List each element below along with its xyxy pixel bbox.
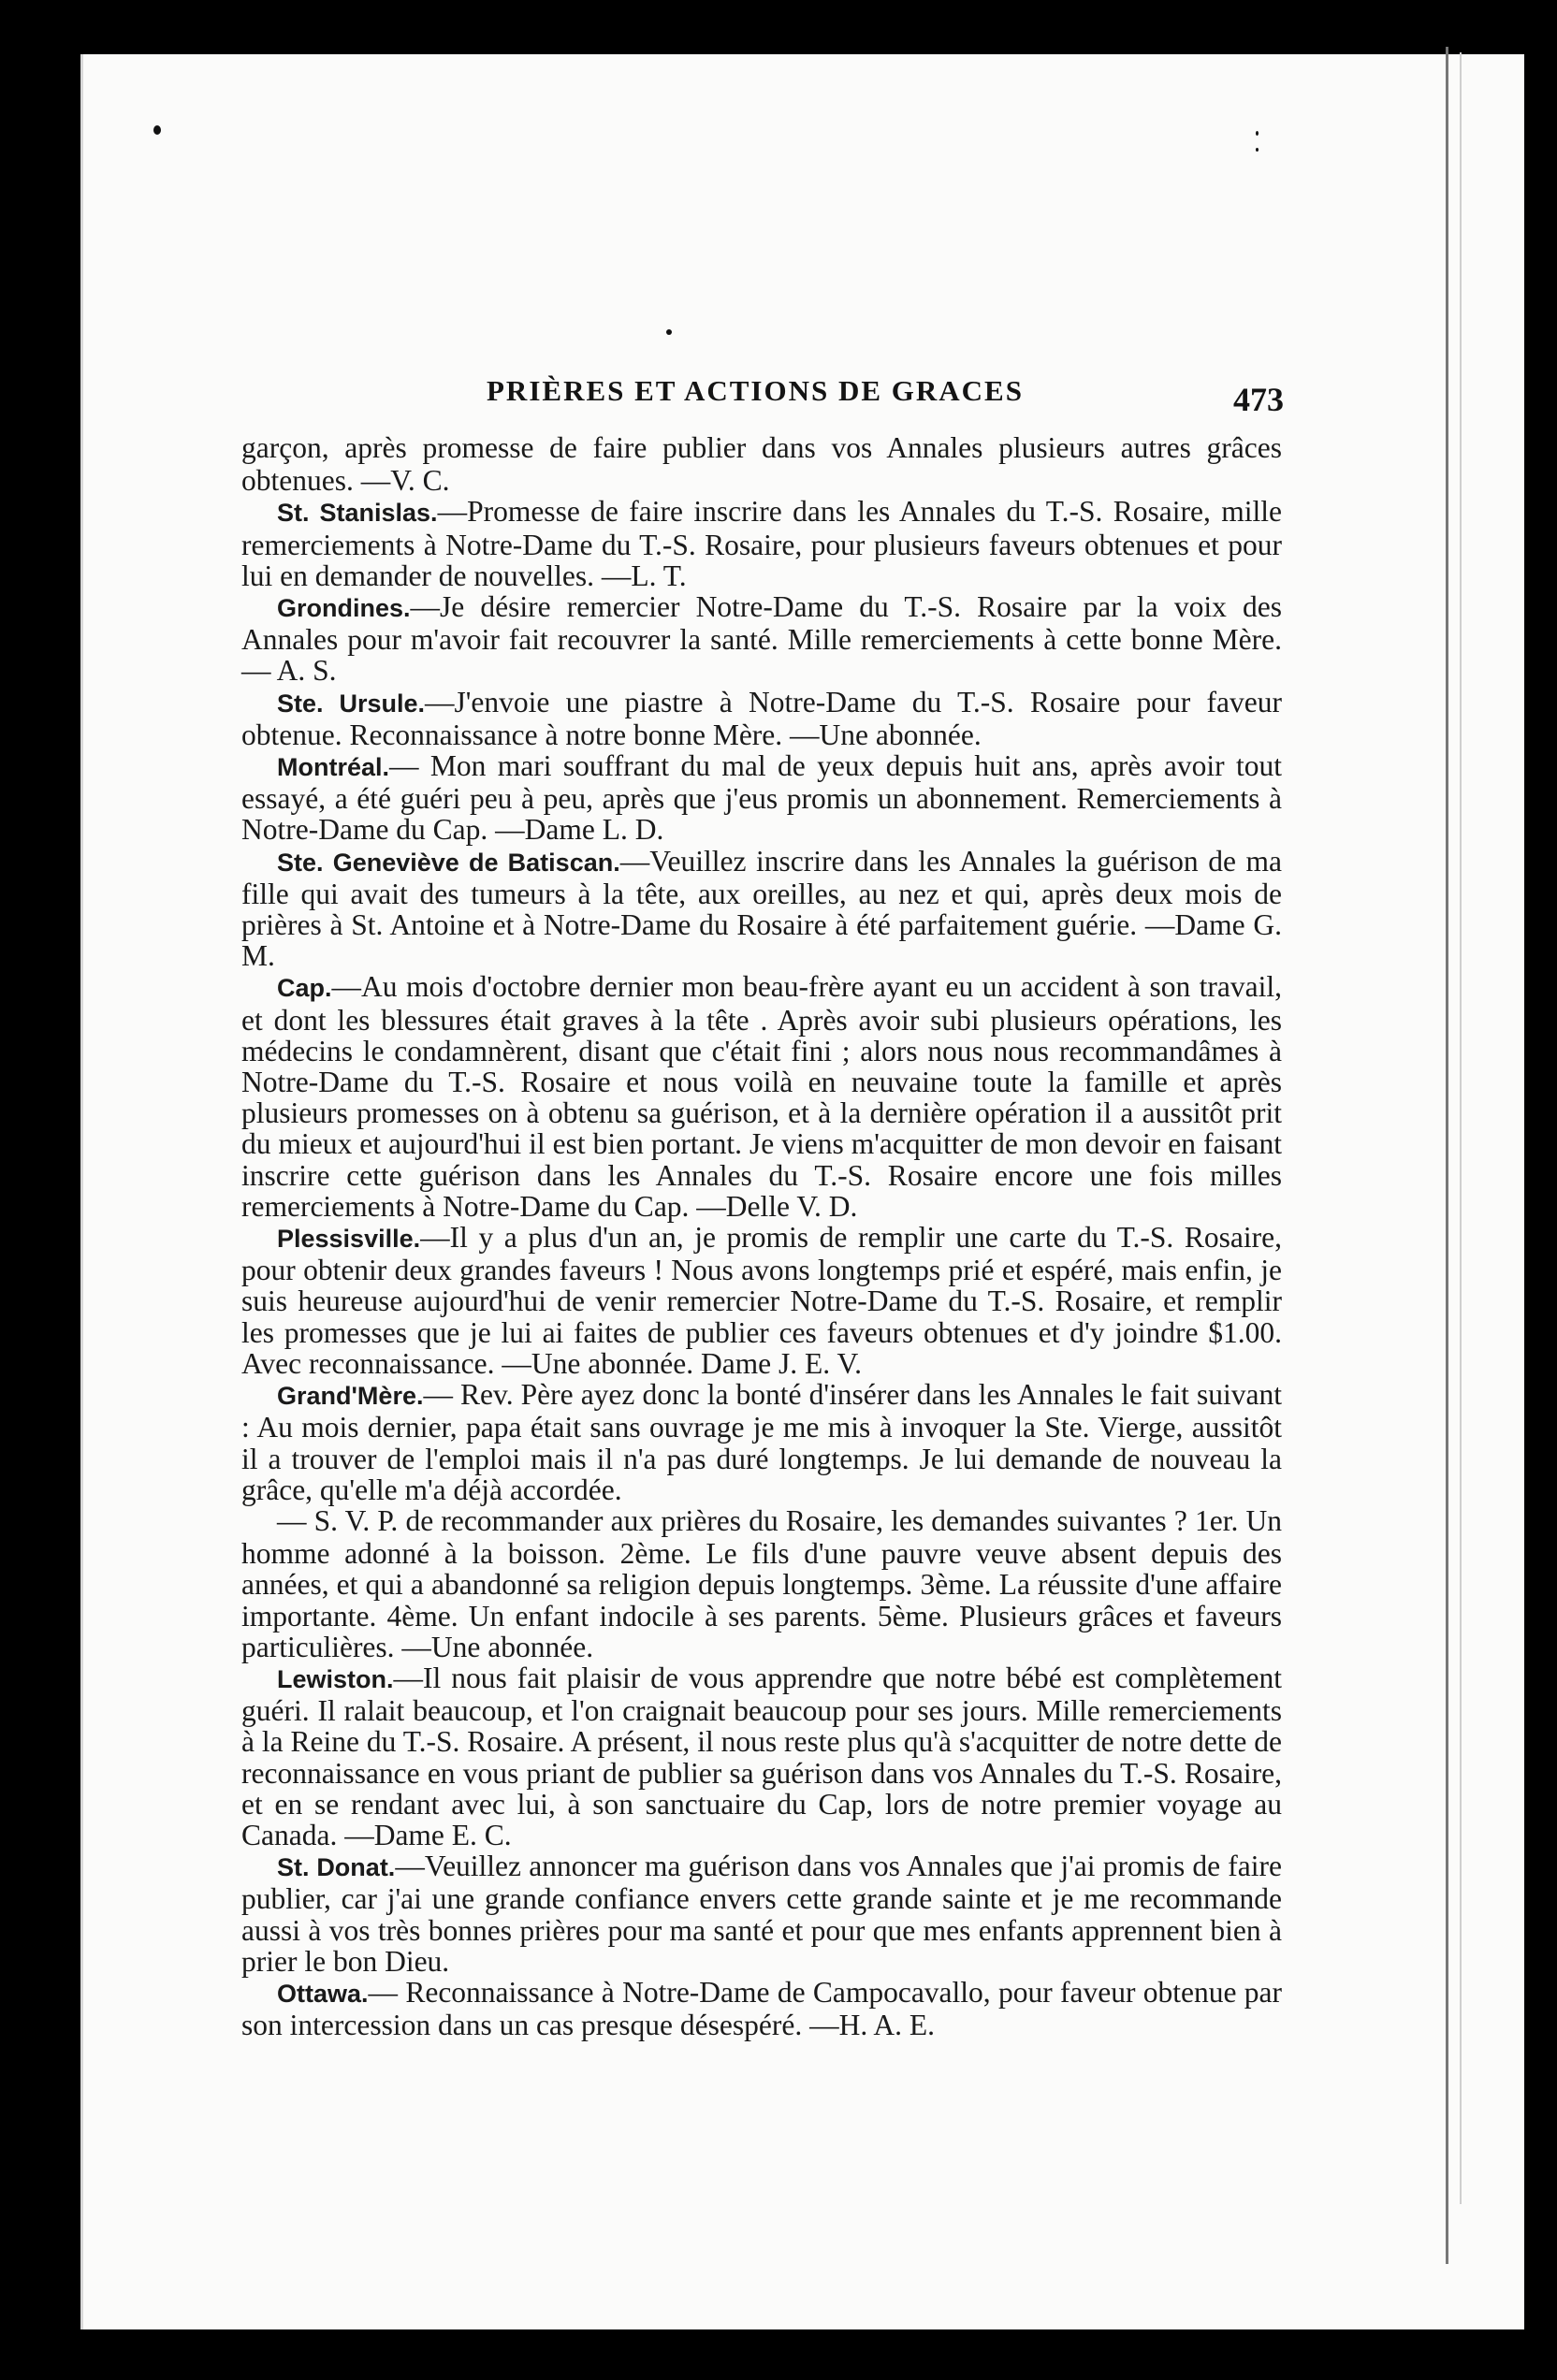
paragraph-text: — Rev. Père ayez donc la bonté d'insérer dans les Annales le fait suivant : Au mois dernier, papa était sans ouvrage je me mis à invoquer la Ste. Vierge, aussitôt il a trouver de l'emploi mais il n'a pas duré longtemps. Je lui demande de nouveau la grâce, qu'elle m'a déjà accordée. [241,1378,1282,1506]
page-edge-line [1446,47,1448,2264]
paragraph-text: —Au mois d'octobre dernier mon beau-frère ayant eu un accident à son travail, et dont les blessures était graves à la tête . Après avoir subi plusieurs opérations, les médecins le condamnèrent, disant que c'était fini ; alors nous nous recommandâmes à Notre-Dame du T.-S. Rosaire et nous voilà en neuvaine toute la famille et après plusieurs promesses on à obtenu sa guérison, et à la dernière opération il a aussitôt prit du mieux et aujourd'hui il est bien portant. Je viens m'acquitter de mon devoir en faisant inscrire cette guérison dans les Annales du T.-S. Rosaire encore une fois milles remerciements à Notre-Dame du Cap. —Delle V. D. [241,970,1282,1223]
paragraph [241,1222,1282,1379]
page-body [241,432,1282,2040]
page-number: 473 [1233,381,1284,418]
ink-speck [1256,148,1259,152]
paragraph [241,971,1282,1222]
paragraph-lead: Grand'Mère. [277,1382,424,1411]
paragraph-text: — Mon mari souffrant du mal de yeux depuis huit ans, après avoir tout essayé, a été guéri peu à peu, après que j'eus promis un abonnement. Remerciements à Notre-Dame du Cap. —Dame L. D. [241,749,1282,847]
paragraph-lead: Ste. Geneviève de Batiscan. [277,848,620,877]
paragraph-lead: Ste. Ursule. [277,689,425,718]
paragraph [241,432,1282,496]
paragraph [241,687,1282,750]
paragraph-text: —Veuillez inscrire dans les Annales la guérison de ma fille qui avait des tumeurs à la tête, aux oreilles, au nez et qui, après deux mois de prières à St. Antoine et à Notre-Dame du Rosaire à été parfaitement guérie. —Dame G. M. [241,844,1282,973]
paragraph-lead: St. Donat. [277,1853,396,1882]
paragraph-text: —Il y a plus d'un an, je promis de remplir une carte du T.-S. Rosaire, pour obtenir deux grandes faveurs ! Nous avons longtemps prié et espéré, mais enfin, je suis heureuse aujourd'hui de venir remercier Notre-Dame du T.-S. Rosaire, et remplir les promesses que je lui ai faites de publier ces faveurs obtenues et d'y joindre $1.00. Avec reconnaissance. —Une abonnée. Dame J. E. V. [241,1221,1282,1380]
paragraph-text: — Reconnaissance à Notre-Dame de Campocavallo, pour faveur obtenue par son intercession dans un cas presque désespéré. —H. A. E. [241,1975,1282,2042]
paragraph-text: —Il nous fait plaisir de vous apprendre que notre bébé est complètement guéri. Il ralait beaucoup, et l'on craignait beaucoup pour ses jours. Mille remerciements à la Reine du T.-S. Rosaire. A présent, il nous reste plus qu'à s'acquitter de notre dette de reconnaissance en vous priant de publier sa guérison dans vos Annales du T.-S. Rosaire, et en se rendant avec lui, à son sanctuaire du Cap, lors de notre premier voyage au Canada. —Dame E. C. [241,1661,1282,1851]
paragraph-text: —Promesse de faire inscrire dans les Annales du T.-S. Rosaire, mille remerciements à Notre-Dame du T.-S. Rosaire, pour plusieurs faveurs obtenues et pour lui en demander de nouvelles. —L. T. [241,495,1282,592]
paragraph [241,1379,1282,1505]
paragraph-lead: Plessisville. [277,1225,421,1254]
paragraph-text: — S. V. P. de recommander aux prières du Rosaire, les demandes suivantes ? 1er. Un homme adonné à la boisson. 2ème. Le fils d'une pauvre veuve absent depuis des années, et qui a abandonné sa religion depuis longtemps. 3ème. La réussite d'une affaire importante. 4ème. Un enfant indocile à ses parents. 5ème. Plusieurs grâces et faveurs particulières. —Une abonnée. [241,1503,1282,1663]
paragraph-text: garçon, après promesse de faire publier dans vos Annales plusieurs autres grâces obtenues. —V. C. [241,431,1282,498]
paragraph-lead: St. Stanislas. [277,499,438,528]
paragraph-text: —Je désire remercier Notre-Dame du T.-S. Rosaire par la voix des Annales pour m'avoir fait recouvrer la santé. Mille remerciements à cette bonne Mère. — A. S. [241,590,1282,688]
paragraph [241,846,1282,972]
ink-speck [666,329,672,335]
paragraph [241,750,1282,846]
paragraph [241,1662,1282,1850]
paragraph-lead: Ottawa. [277,1979,369,2008]
ink-speck [1256,131,1259,136]
page-edge-shadow [1460,52,1482,2204]
paragraph-lead: Lewiston. [277,1664,394,1693]
paragraph [241,591,1282,687]
paragraph-lead: Montréal. [277,753,390,782]
running-title: PRIÈRES ET ACTIONS DE GRACES [487,374,1024,407]
paragraph [241,1505,1282,1662]
paragraph-text: —Veuillez annoncer ma guérison dans vos Annales que j'ai promis de faire publier, car j'ai une grande confiance envers cette grande sainte et je me recommande aussi à vos très bonnes prières pour ma santé et pour que mes enfants apprennent bien à prier le bon Dieu. [241,1850,1282,1978]
paragraph-lead: Cap. [277,974,332,1003]
paragraph [241,496,1282,591]
paragraph-lead: Grondines. [277,594,411,623]
paragraph [241,1977,1282,2040]
paragraph [241,1850,1282,1977]
ink-speck [153,125,161,135]
paragraph-text: —J'envoie une piastre à Notre-Dame du T.-S. Rosaire pour faveur obtenue. Reconnaissance à notre bonne Mère. —Une abonnée. [241,685,1282,751]
